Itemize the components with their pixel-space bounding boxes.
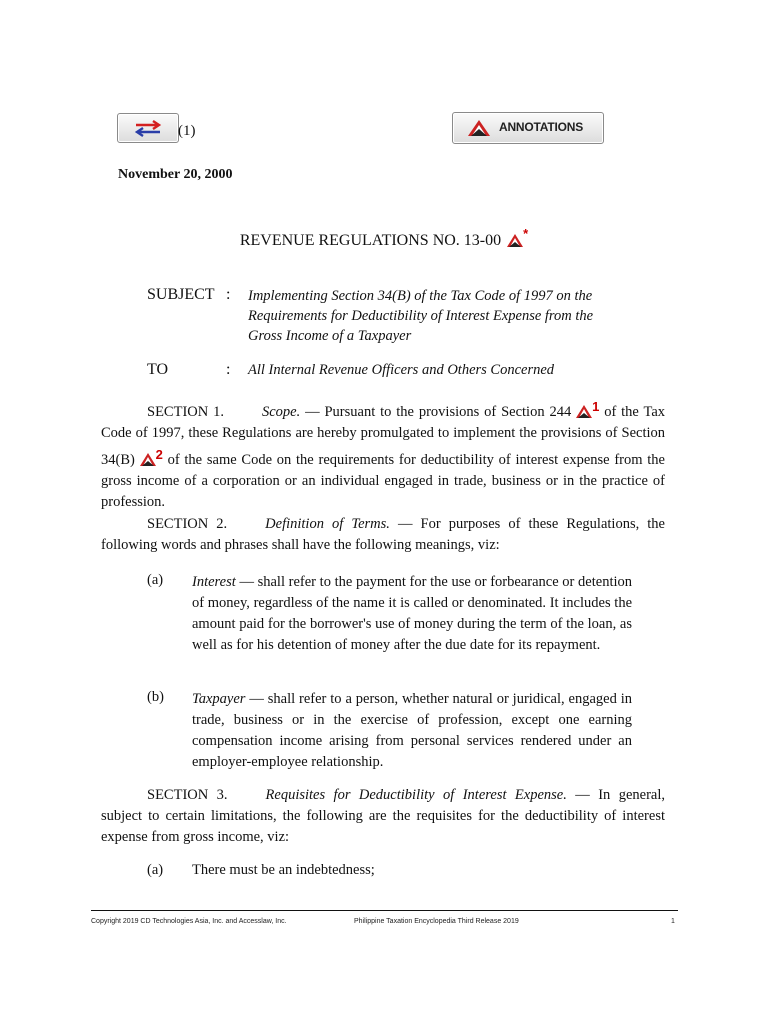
to-colon: : — [226, 361, 231, 378]
section-1-text-b: of the Tax Code of 1997, these Regulations are hereby promulgated to implement the provisions of Section 34(B) — [101, 404, 666, 468]
annotation-marker-icon[interactable] — [576, 405, 592, 418]
title-footnote-marker[interactable]: * — [523, 226, 529, 241]
footer-page-number: 1 — [671, 918, 675, 925]
section-3-heading: SECTION 3. — [147, 787, 228, 803]
definition-text: — shall refer to a person, whether natural or juridical, engaged in trade, business or in the exercise of profession, except one earning compensation income arising from personal services rendered under an employer-employee relationship. — [192, 691, 632, 770]
section-2-paragraph — [101, 514, 665, 556]
footer-release: Philippine Taxation Encyclopedia Third Release 2019 — [354, 918, 519, 925]
annotation-marker-icon[interactable] — [140, 453, 156, 466]
footer-divider — [91, 910, 678, 911]
section-3-title: Requisites for Deductibility of Interest Expense. — [265, 787, 567, 803]
footnote-marker-1[interactable]: 1 — [592, 399, 600, 414]
swap-arrows-icon — [118, 114, 178, 142]
definition-text: — shall refer to the payment for the use or forbearance or detention of money, regardless of the name it is called or denominated. It includes the amount paid for the borrower's use of money during the term of the loan, as well as for his detention of money after the due date for its repayment. — [192, 574, 633, 653]
annotation-marker-icon[interactable] — [507, 234, 523, 247]
list-marker: (b) — [147, 689, 164, 705]
document-title: REVENUE REGULATIONS NO. 13-00 — [239, 232, 502, 249]
section-3-text: — In general, subject to certain limitations, the following are the requisites for the deductibility of interest expense from gross income, viz: — [101, 787, 666, 845]
footnote-marker-2[interactable]: 2 — [155, 447, 163, 462]
definition-term: Interest — [192, 574, 236, 590]
navigation-button[interactable] — [117, 113, 179, 143]
subject-text — [248, 286, 668, 346]
footer-copyright: Copyright 2019 CD Technologies Asia, Inc. and Accesslaw, Inc. — [91, 918, 287, 925]
section-1-paragraph — [101, 396, 665, 513]
section-3-paragraph — [101, 785, 665, 848]
subject-colon: : — [226, 286, 231, 303]
section-2-title: Definition of Terms. — [265, 516, 390, 532]
subject-line: Requirements for Deductibility of Interest Expense from the — [248, 308, 594, 324]
to-text: All Internal Revenue Officers and Others Concerned — [248, 362, 555, 378]
definition-term: Taxpayer — [192, 691, 246, 707]
definition-interest — [192, 572, 632, 656]
subject-line: Implementing Section 34(B) of the Tax Code of 1997 on the — [248, 288, 593, 304]
section-1-title: Scope. — [261, 404, 301, 420]
section-1-text-c: of the same Code on the requirements for deductibility of interest expense from the gross income of a corporation or an individual engaged in trade, business or in the practice of profession. — [101, 452, 665, 510]
to-label: TO — [147, 361, 169, 378]
subject-label: SUBJECT — [147, 286, 215, 303]
section-2-heading: SECTION 2. — [147, 516, 228, 532]
section-1-text-a: — Pursuant to the provisions of Section 244 — [305, 404, 572, 420]
subject-line: Gross Income of a Taxpayer — [248, 328, 412, 344]
document-date: November 20, 2000 — [118, 167, 233, 182]
annotation-logo-icon — [467, 119, 491, 137]
list-marker: (a) — [147, 862, 164, 878]
annotations-button[interactable] — [452, 112, 604, 144]
document-title-row — [0, 226, 768, 250]
definition-taxpayer — [192, 689, 632, 773]
section-1-heading: SECTION 1. — [147, 404, 224, 420]
navigation-number: (1) — [178, 123, 196, 139]
requisite-item: There must be an indebtedness; — [192, 862, 375, 878]
annotations-label: ANNOTATIONS — [499, 120, 584, 134]
section-2-text: — For purposes of these Regulations, the following words and phrases shall have the following meanings, viz: — [101, 516, 665, 553]
list-marker: (a) — [147, 572, 164, 588]
